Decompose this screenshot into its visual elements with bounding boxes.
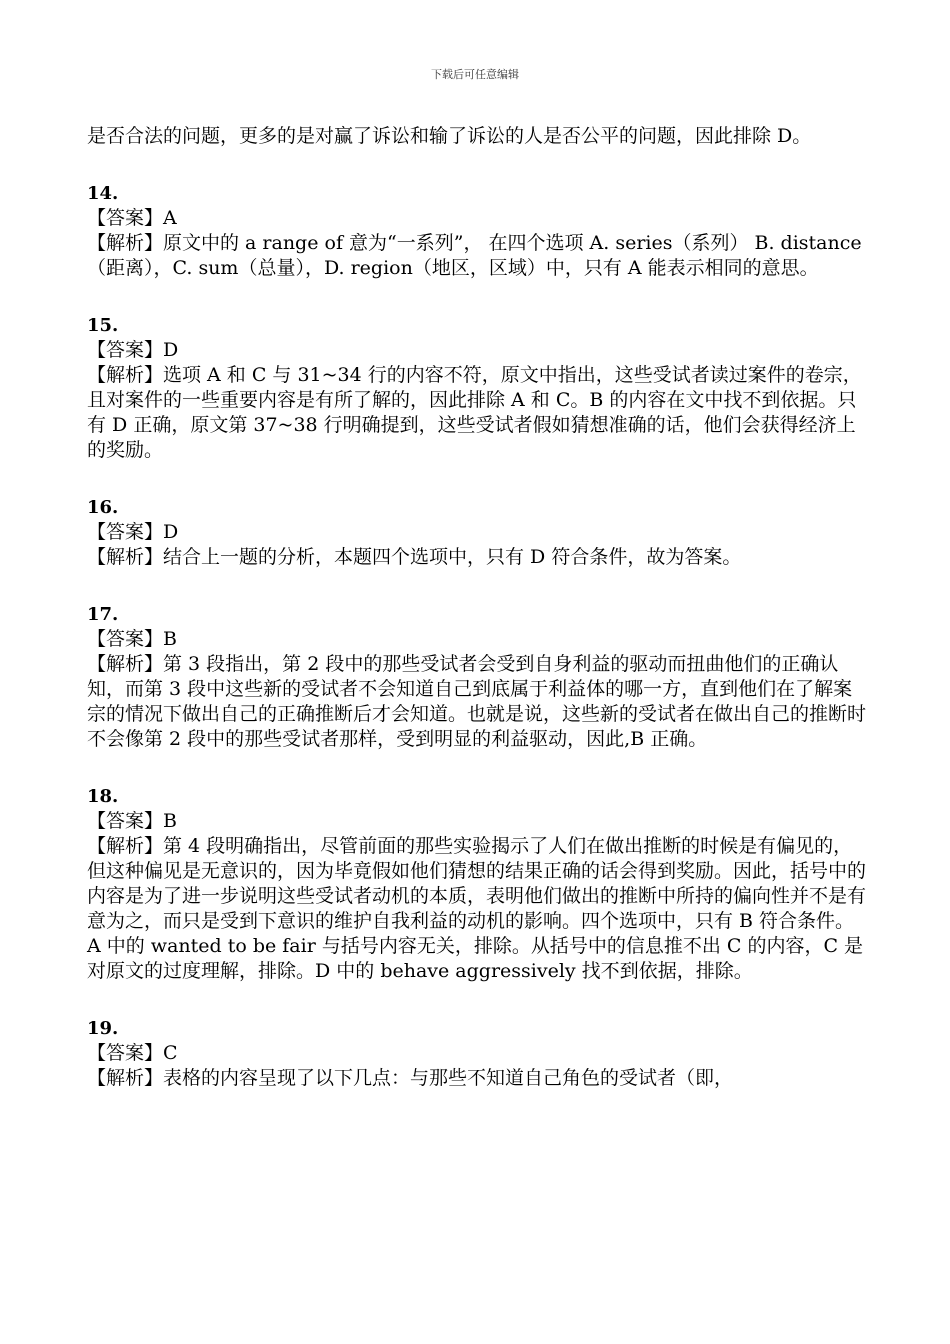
analysis-paragraph: 【解析】表格的内容呈现了以下几点：与那些不知道自己角色的受试者（即， — [87, 1067, 734, 1089]
question-number: 19. — [87, 1018, 119, 1039]
question-15 — [87, 313, 867, 463]
question-14 — [87, 181, 867, 281]
question-number: 16. — [87, 497, 119, 518]
question-number: 15. — [87, 315, 119, 336]
answer-line: 【答案】B — [87, 810, 177, 832]
analysis-paragraph: 【解析】选项 A 和 C 与 31~34 行的内容不符，原文中指出，这些受试者读过案件的卷宗，且对案件的一些重要内容是有所了解的，因此排除 A 和 C。B 的内容在文中找不到依据。只有 D 正确，原文第 37~38 行明确提到，这些受试者假如猜想准确的话，他们会获得经济上的奖励。 — [87, 364, 862, 461]
question-17 — [87, 602, 867, 752]
answer-line: 【答案】B — [87, 628, 177, 650]
question-number: 17. — [87, 604, 119, 625]
question-18 — [87, 784, 867, 984]
analysis-paragraph: 【解析】原文中的 a range of 意为“一系列”， 在四个选项 A. series（系列） B. distance（距离），C. sum（总量），D. region（地区，区域）中，只有 A 能表示相同的意思。 — [87, 232, 862, 279]
question-number: 18. — [87, 786, 119, 807]
intro-paragraph: 是否合法的问题，更多的是对赢了诉讼和输了诉讼的人是否公平的问题，因此排除 D。 — [87, 125, 812, 147]
analysis-paragraph: 【解析】第 4 段明确指出，尽管前面的那些实验揭示了人们在做出推断的时候是有偏见的，但这种偏见是无意识的，因为毕竟假如他们猜想的结果正确的话会得到奖励。因此，括号中的内容是为了进一步说明这些受试者动机的本质，表明他们做出的推断中所持的偏向性并不是有意为之，而只是受到下意识的维护自我利益的动机的影响。四个选项中，只有 B 符合条件。A 中的 wanted to be fair 与括号内容无关，排除。从括号中的信息推不出 C 的内容，C 是对原文的过度理解，排除。D 中的 behave aggressively 找不到依据，排除。 — [87, 835, 867, 982]
question-number: 14. — [87, 183, 119, 204]
page-header: 下载后可任意编辑 — [431, 68, 519, 81]
answer-line: 【答案】C — [87, 1042, 178, 1064]
analysis-paragraph: 【解析】第 3 段指出，第 2 段中的那些受试者会受到自身利益的驱动而扭曲他们的正确认知，而第 3 段中这些新的受试者不会知道自己到底属于利益体的哪一方，直到他们在了解案宗的情况下做出自己的正确推断后才会知道。也就是说，这些新的受试者在做出自己的推断时不会像第 2 段中的那些受试者那样，受到明显的利益驱动，因此,B 正确。 — [87, 653, 867, 750]
answer-line: 【答案】A — [87, 207, 177, 229]
question-16 — [87, 495, 867, 570]
document-body — [87, 124, 867, 1091]
answer-line: 【答案】D — [87, 339, 179, 361]
answer-line: 【答案】D — [87, 521, 179, 543]
question-19 — [87, 1016, 867, 1091]
analysis-paragraph: 【解析】结合上一题的分析，本题四个选项中，只有 D 符合条件，故为答案。 — [87, 546, 742, 568]
